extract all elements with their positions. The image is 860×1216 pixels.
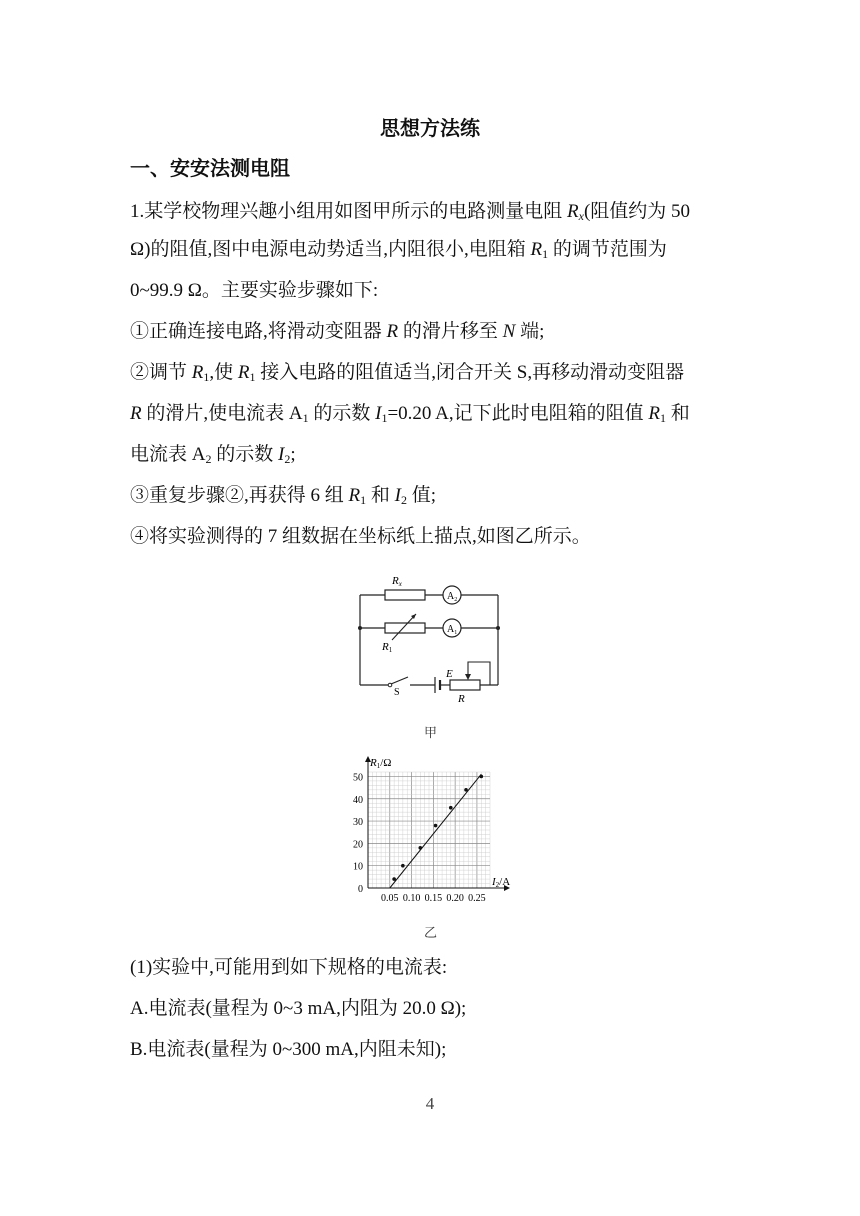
page-title: 思想方法练: [380, 116, 480, 140]
label-r: R: [458, 693, 465, 705]
option-b: B.电流表(量程为 0~300 mA,内阻未知);: [130, 1039, 447, 1060]
switch-s: [391, 677, 408, 684]
circuit-diagram: [340, 570, 520, 710]
data-point: [464, 788, 468, 792]
resistor-box-r1: [385, 623, 425, 633]
label-a1: $A_1$: [447, 624, 458, 636]
step-4: ④将实验测得的 7 组数据在坐标纸上描点,如图乙所示。: [130, 526, 591, 547]
label-r1: R1: [382, 641, 393, 654]
y-tick-label: 10: [353, 861, 363, 873]
section-heading: 一、安安法测电阻: [130, 156, 290, 180]
step-2-line-3: 电流表 $A_2$ 的示数 $I_2$;: [130, 444, 296, 466]
question-1: (1)实验中,可能用到如下规格的电流表:: [130, 957, 448, 978]
page-number: 4: [425, 1094, 435, 1113]
y-tick-label: 40: [353, 794, 363, 806]
fit-line: [390, 774, 482, 888]
data-point: [479, 775, 483, 779]
junction-dot: [496, 626, 500, 630]
label-rx: Rx: [392, 575, 402, 588]
step-2-line-1: ②调节 $R_1$,使 $R_1$ 接入电路的阻值适当,闭合开关 S,再移动滑动变阻器: [130, 362, 685, 384]
data-point: [434, 824, 438, 828]
rheostat-r: [450, 680, 480, 690]
data-point: [392, 877, 396, 881]
r1-vs-i2-chart: [330, 752, 530, 912]
label-s: S: [394, 687, 400, 698]
step-3: ③重复步骤②,再获得 6 组 $R_1$ 和 $I_2$ 值;: [130, 485, 436, 507]
y-tick-label: 0: [358, 884, 363, 895]
problem-intro-line-2: Ω)的阻值,图中电源电动势适当,内阻很小,电阻箱 $R_1$ 的调节范围为: [130, 239, 667, 261]
y-tick-label: 30: [353, 817, 363, 829]
x-tick-label: 0.05: [381, 893, 399, 904]
circuit-caption: 甲: [424, 725, 438, 740]
step-1: ①正确连接电路,将滑动变阻器 R 的滑片移至 N 端;: [130, 321, 545, 342]
chart-caption: 乙: [424, 925, 438, 940]
x-tick-label: 0.15: [424, 893, 443, 904]
data-point: [401, 864, 405, 868]
rheostat-slider-tip: [465, 674, 471, 680]
label-e: E: [446, 668, 453, 680]
x-tick-label: 0.25: [468, 893, 486, 904]
junction-dot: [358, 626, 362, 630]
option-a: A.电流表(量程为 0~3 mA,内阻为 20.0 Ω);: [130, 998, 467, 1019]
y-tick-label: 50: [353, 772, 363, 784]
problem-intro-line-3: 0~99.9 Ω。主要实验步骤如下:: [130, 280, 379, 301]
label-a2: $A_2$: [447, 591, 458, 603]
data-point: [449, 806, 453, 810]
resistor-rx: [385, 590, 425, 600]
x-axis-label: I2/A: [492, 876, 511, 889]
x-tick-label: 0.20: [446, 893, 464, 904]
y-axis-label: R1/Ω: [370, 757, 392, 770]
problem-intro-line-1: 1.某学校物理兴趣小组用如图甲所示的电路测量电阻 $R_x$(阻值约为 50: [130, 201, 691, 223]
step-2-line-2: R 的滑片,使电流表 $A_1$ 的示数 $I_1=0.20$ A,记下此时电阻箱的阻值 $R_1$ 和: [130, 403, 690, 425]
data-point: [418, 846, 422, 850]
x-tick-label: 0.10: [402, 893, 421, 904]
y-tick-label: 20: [353, 839, 363, 851]
